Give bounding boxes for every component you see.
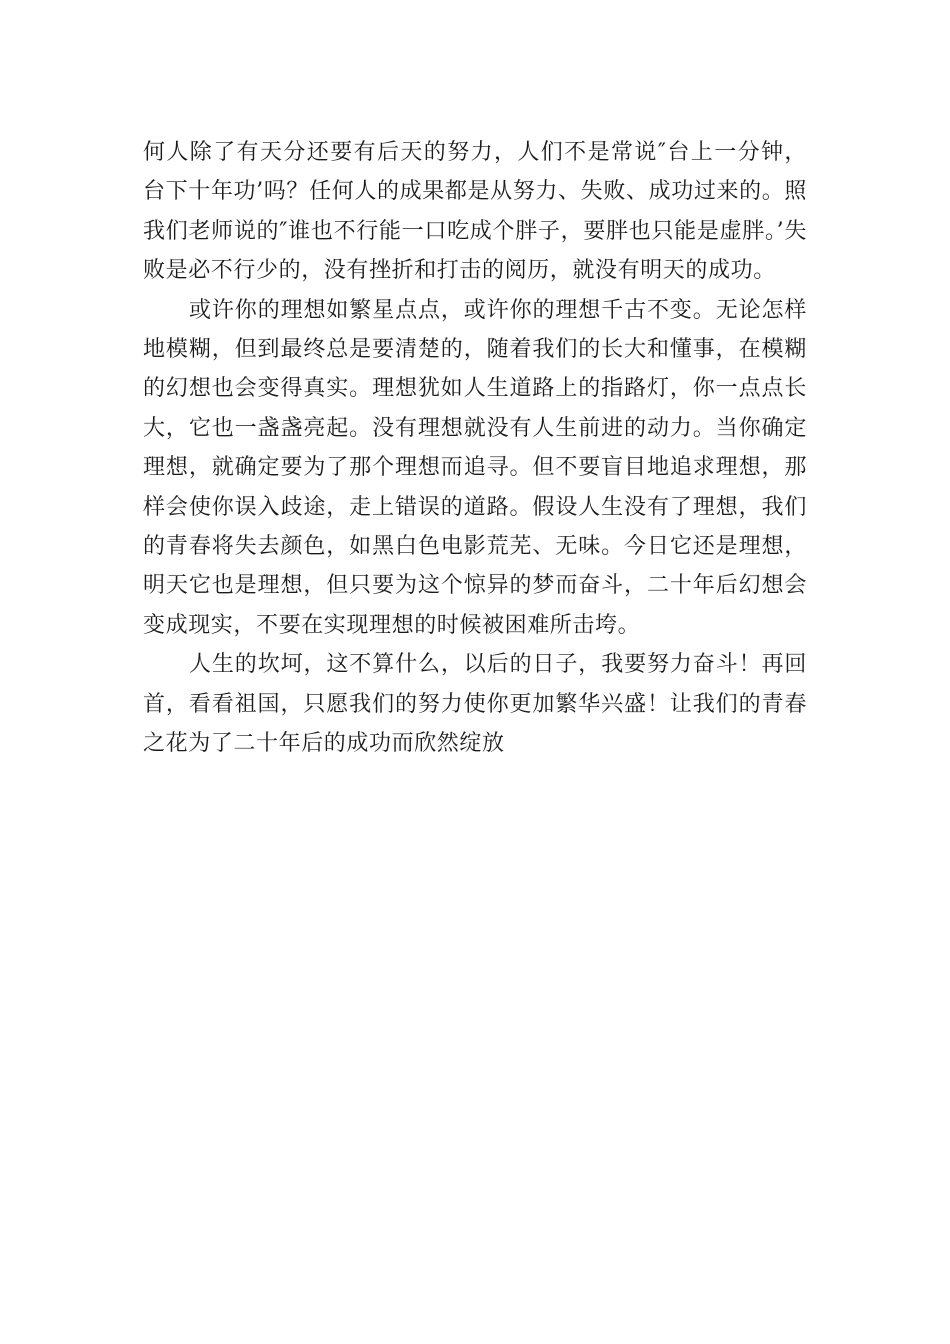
document-body — [143, 133, 807, 764]
paragraph-1: 何人除了有天分还要有后天的努力，人们不是常说″台上一分钟，台下十年功’吗？任何人的成果都是从努力、失败、成功过来的。照我们老师说的″谁也不行能一口吃成个胖子，要胖也只能是虚胖。’失败是必不行少的，没有挫折和打击的阅历，就没有明天的成功。 — [143, 140, 807, 284]
paragraph-2: 或许你的理想如繁星点点，或许你的理想千古不变。无论怎样地模糊，但到最终总是要清楚的，随着我们的长大和懂事，在模糊的幻想也会变得真实。理想犹如人生道路上的指路灯，你一点点长大，它也一盏盏亮起。没有理想就没有人生前进的动力。当你确定理想，就确定要为了那个理想而追寻。但不要盲目地追求理想，那样会使你误入歧途，走上错误的道路。假设人生没有了理想，我们的青春将失去颜色，如黑白色电影荒芜、无味。今日它还是理想，明天它也是理想，但只要为这个惊异的梦而奋斗，二十年后幻想会变成现实，不要在实现理想的时候被困难所击垮。 — [143, 297, 807, 638]
paragraph-3: 人生的坎坷，这不算什么，以后的日子，我要努力奋斗！再回首，看看祖国，只愿我们的努力使你更加繁华兴盛！让我们的青春之花为了二十年后的成功而欣然绽放 — [143, 652, 807, 757]
